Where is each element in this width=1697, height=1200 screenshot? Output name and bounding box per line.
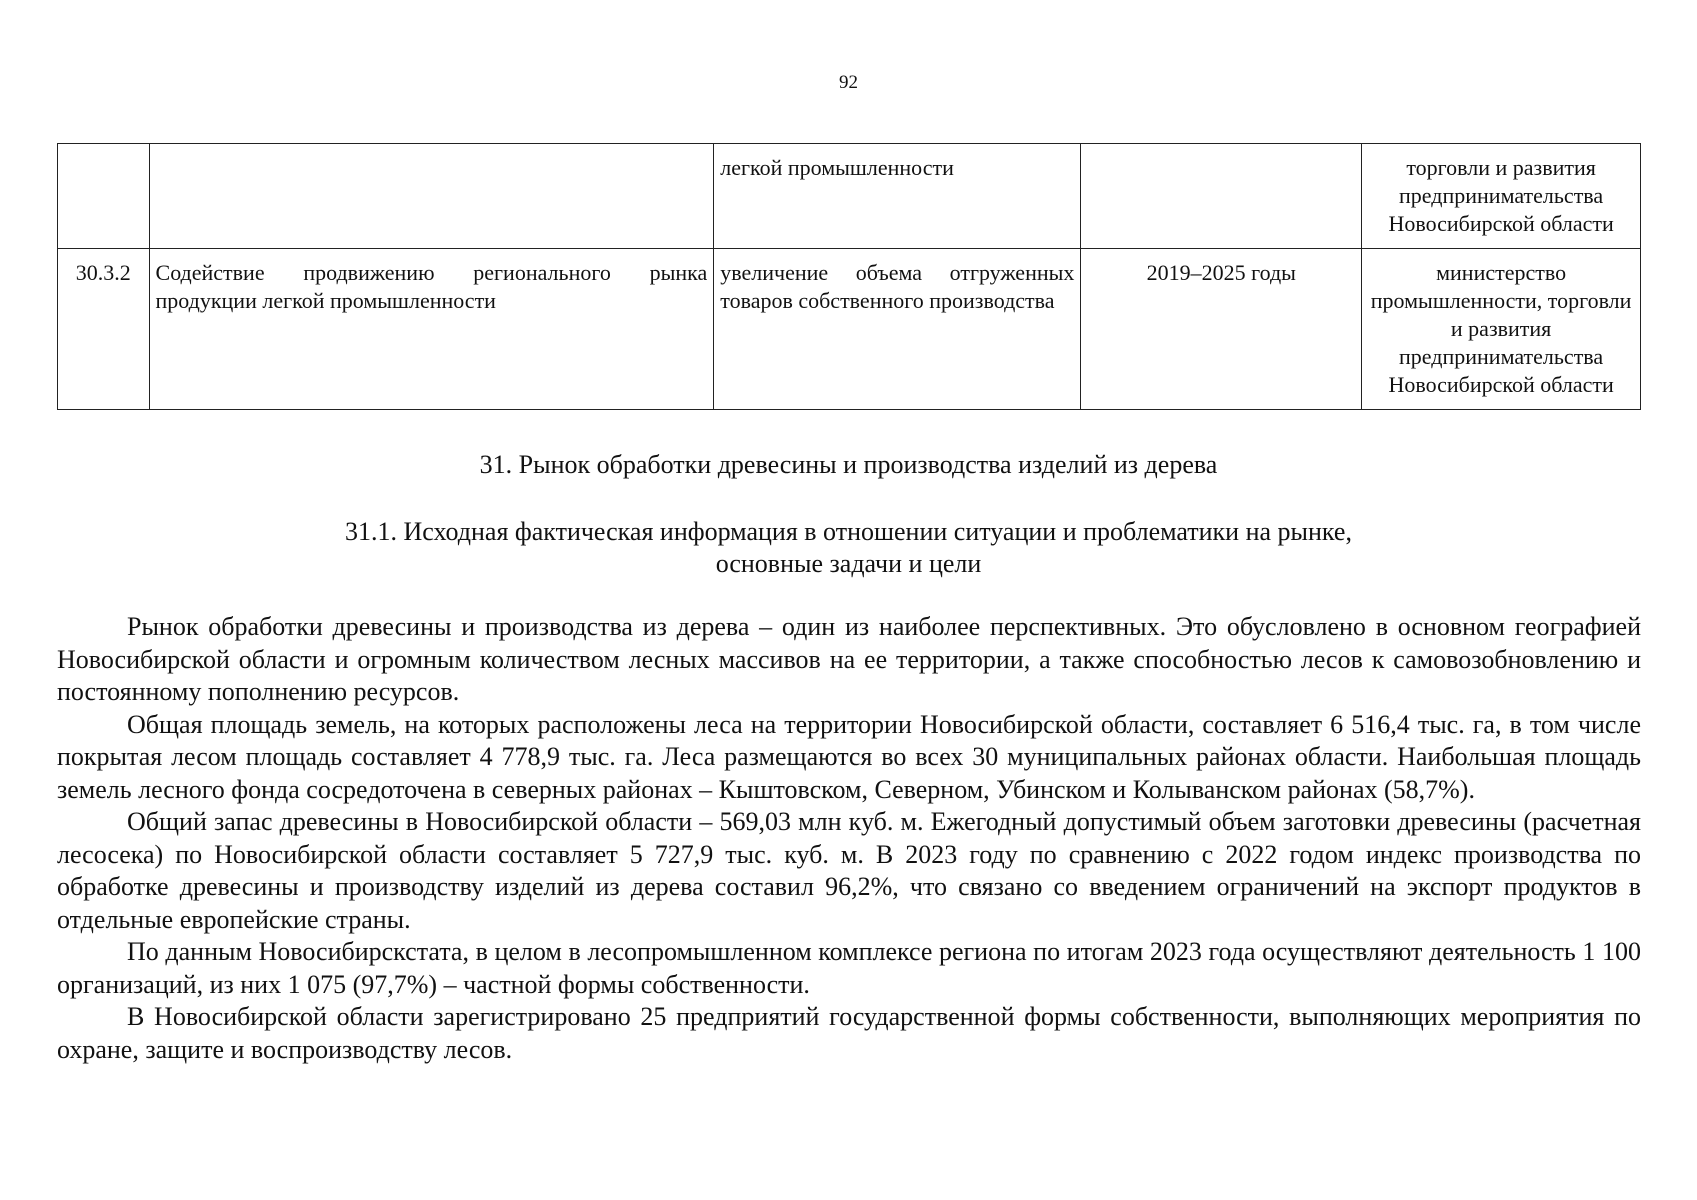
paragraph: Общий запас древесины в Новосибирской области – 569,03 млн куб. м. Ежегодный допустимый объем заготовки древесины (расчетная лесосека) по Новосибирской области составляет 5 727,9 тыс. куб. м. В 2023 году по сравнению с 2022 годом индекс производства по обработке древесины и производству изделий из дерева составил 96,2%, что связано со введением ограничений на экспорт продуктов в отдельные европейские страны. <box>57 807 1641 934</box>
cell-period: 2019–2025 годы <box>1081 249 1362 410</box>
cell-period <box>1081 144 1362 249</box>
paragraph: По данным Новосибирскстата, в целом в лесопромышленном комплексе региона по итогам 2023 года осуществляют деятельность 1 100 организаций, из них 1 075 (97,7%) – частной формы собственности. <box>57 937 1641 999</box>
subsection-title <box>0 516 1697 580</box>
measures-table <box>57 143 1641 410</box>
paragraph: В Новосибирской области зарегистрировано 25 предприятий государственной формы собственности, выполняющих мероприятия по охране, защите и воспроизводству лесов. <box>57 1002 1641 1064</box>
cell-action <box>149 144 714 249</box>
cell-responsible: министерство промышленности, торговли и развития предпринимательства Новосибирской области <box>1362 249 1641 410</box>
cell-number: 30.3.2 <box>58 249 150 410</box>
paragraph: Общая площадь земель, на которых расположены леса на территории Новосибирской области, составляет 6 516,4 тыс. га, в том числе покрытая лесом площадь составляет 4 778,9 тыс. га. Леса размещаются во всех 30 муниципальных районах области. Наибольшая площадь земель лесного фонда сосредоточена в северных районах – Кыштовском, Северном, Убинском и Колыванском районах (58,7%). <box>57 709 1641 804</box>
table-row <box>58 249 1641 410</box>
cell-responsible: торговли и развития предпринимательства Новосибирской области <box>1362 144 1641 249</box>
cell-result: легкой промышленности <box>714 144 1081 249</box>
page-number: 92 <box>839 72 858 93</box>
paragraph: Рынок обработки древесины и производства из дерева – один из наиболее перспективных. Это обусловлено в основном географией Новосибирской области и огромным количеством лесных массивов на ее территории, а также способностью лесов к самовозобновлению и постоянному пополнению ресурсов. <box>57 612 1641 706</box>
cell-action: Содействие продвижению регионального рынка продукции легкой промышленности <box>149 249 714 410</box>
body-text <box>57 611 1641 1066</box>
cell-result: увеличение объема отгруженных товаров собственного производства <box>714 249 1081 410</box>
subsection-title-line1: 31.1. Исходная фактическая информация в отношении ситуации и проблематики на рынке, <box>345 517 1352 546</box>
table-row <box>58 144 1641 249</box>
section-title: 31. Рынок обработки древесины и производства изделий из дерева <box>479 450 1218 479</box>
cell-number <box>58 144 150 249</box>
subsection-title-line2: основные задачи и цели <box>715 549 982 578</box>
